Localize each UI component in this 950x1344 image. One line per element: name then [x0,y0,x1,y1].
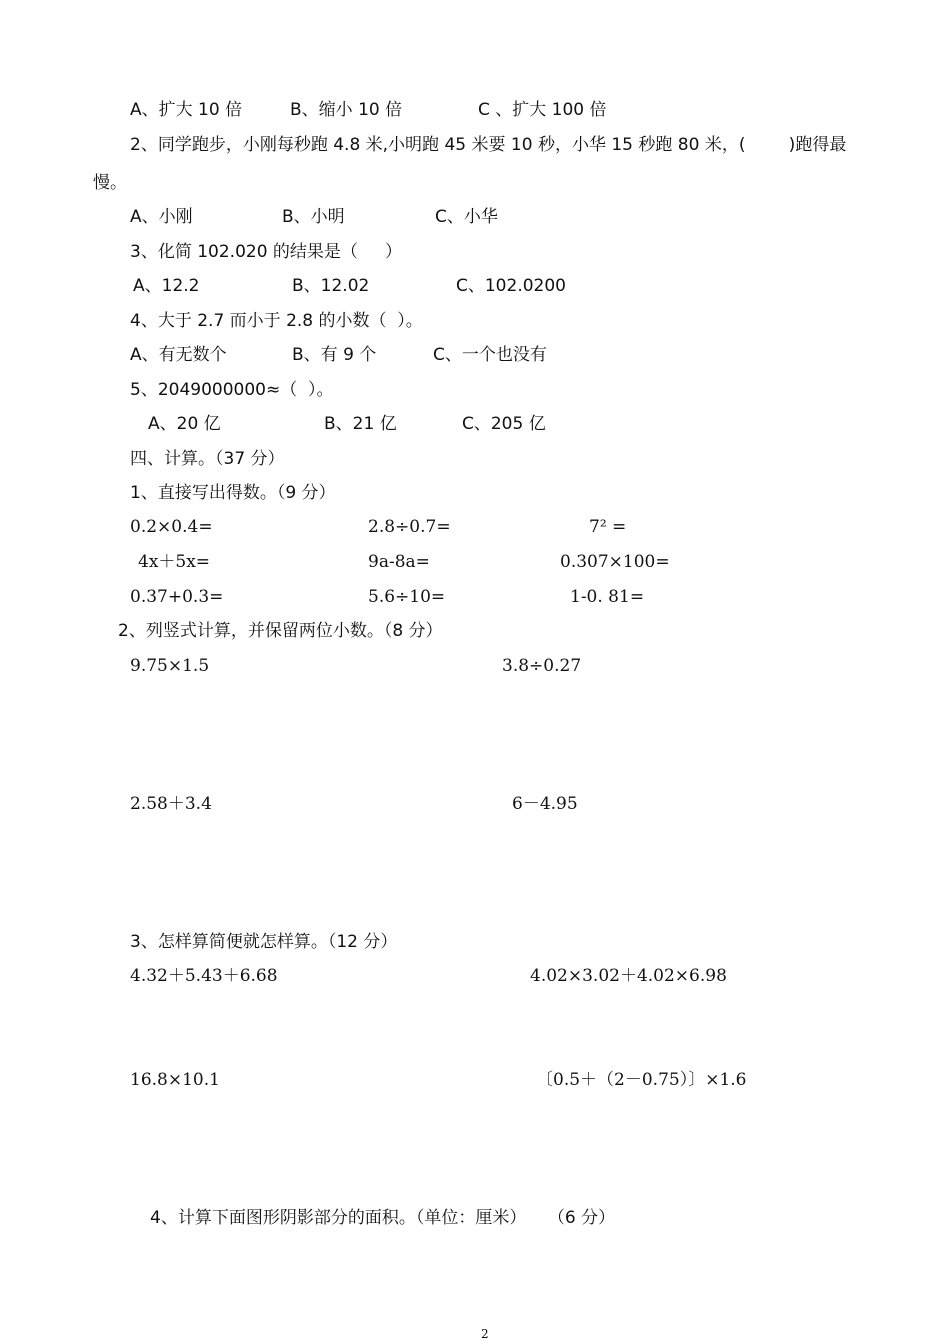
q5-option-b: B、21 亿 [324,414,397,434]
part4-title: 4、计算下面图形阴影部分的面积。（单位：厘米） （6 分） [150,1208,616,1228]
part2-item: 6－4.95 [512,794,578,814]
part1-item: 0.37+0.3= [130,587,224,607]
q2-text-line1: 2、同学跑步，小刚每秒跑 4.8 米,小明跑 45 米要 10 秒，小华 15 秒跑 80 米，( )跑得最 [130,135,847,155]
q3-option-c: C、102.0200 [456,276,566,296]
q2-text-line2: 慢。 [93,173,127,193]
part2-item: 9.75×1.5 [130,656,210,676]
part3-item: 16.8×10.1 [130,1070,220,1090]
q4-option-c: C、一个也没有 [433,345,547,365]
q4-option-a: A、有无数个 [130,345,227,365]
part1-item: 0.307×100= [560,552,670,572]
part3-item: 4.02×3.02＋4.02×6.98 [530,966,727,986]
part1-item: 5.6÷10= [368,587,446,607]
q2-option-a: A、小刚 [130,207,193,227]
part2-item: 3.8÷0.27 [502,656,582,676]
q3-option-a: A、12.2 [133,276,200,296]
part2-title: 2、列竖式计算，并保留两位小数。（8 分） [118,621,443,641]
part1-item: 0.2×0.4= [130,517,213,537]
part2-item: 2.58＋3.4 [130,794,212,814]
q4-text: 4、大于 2.7 而小于 2.8 的小数（ ）。 [130,311,423,331]
section-title: 四、计算。（37 分） [130,449,285,469]
q2-option-c: C、小华 [435,207,498,227]
part1-item: 9a-8a= [368,552,430,572]
q5-text: 5、2049000000≈（ ）。 [130,380,334,400]
part1-item: 2.8÷0.7= [368,517,451,537]
q1-option-c: C 、扩大 100 倍 [478,100,607,120]
q5-option-c: C、205 亿 [462,414,546,434]
part1-title: 1、直接写出得数。（9 分） [130,483,336,503]
q3-option-b: B、12.02 [292,276,370,296]
part3-item: 4.32＋5.43＋6.68 [130,966,278,986]
part1-item: 1-0. 81= [570,587,645,607]
part3-title: 3、怎样算简便就怎样算。（12 分） [130,932,398,952]
q1-option-b: B、缩小 10 倍 [290,100,403,120]
page-number: 2 [481,1327,489,1341]
q2-option-b: B、小明 [282,207,345,227]
part3-item: 〔0.5＋（2－0.75）〕×1.6 [536,1070,747,1090]
part1-item: 7² = [589,517,627,537]
part1-item: 4x＋5x= [138,552,211,572]
q3-text: 3、化简 102.020 的结果是（ ） [130,242,402,262]
q4-option-b: B、有 9 个 [292,345,377,365]
q5-option-a: A、20 亿 [148,414,221,434]
q1-option-a: A、扩大 10 倍 [130,100,243,120]
